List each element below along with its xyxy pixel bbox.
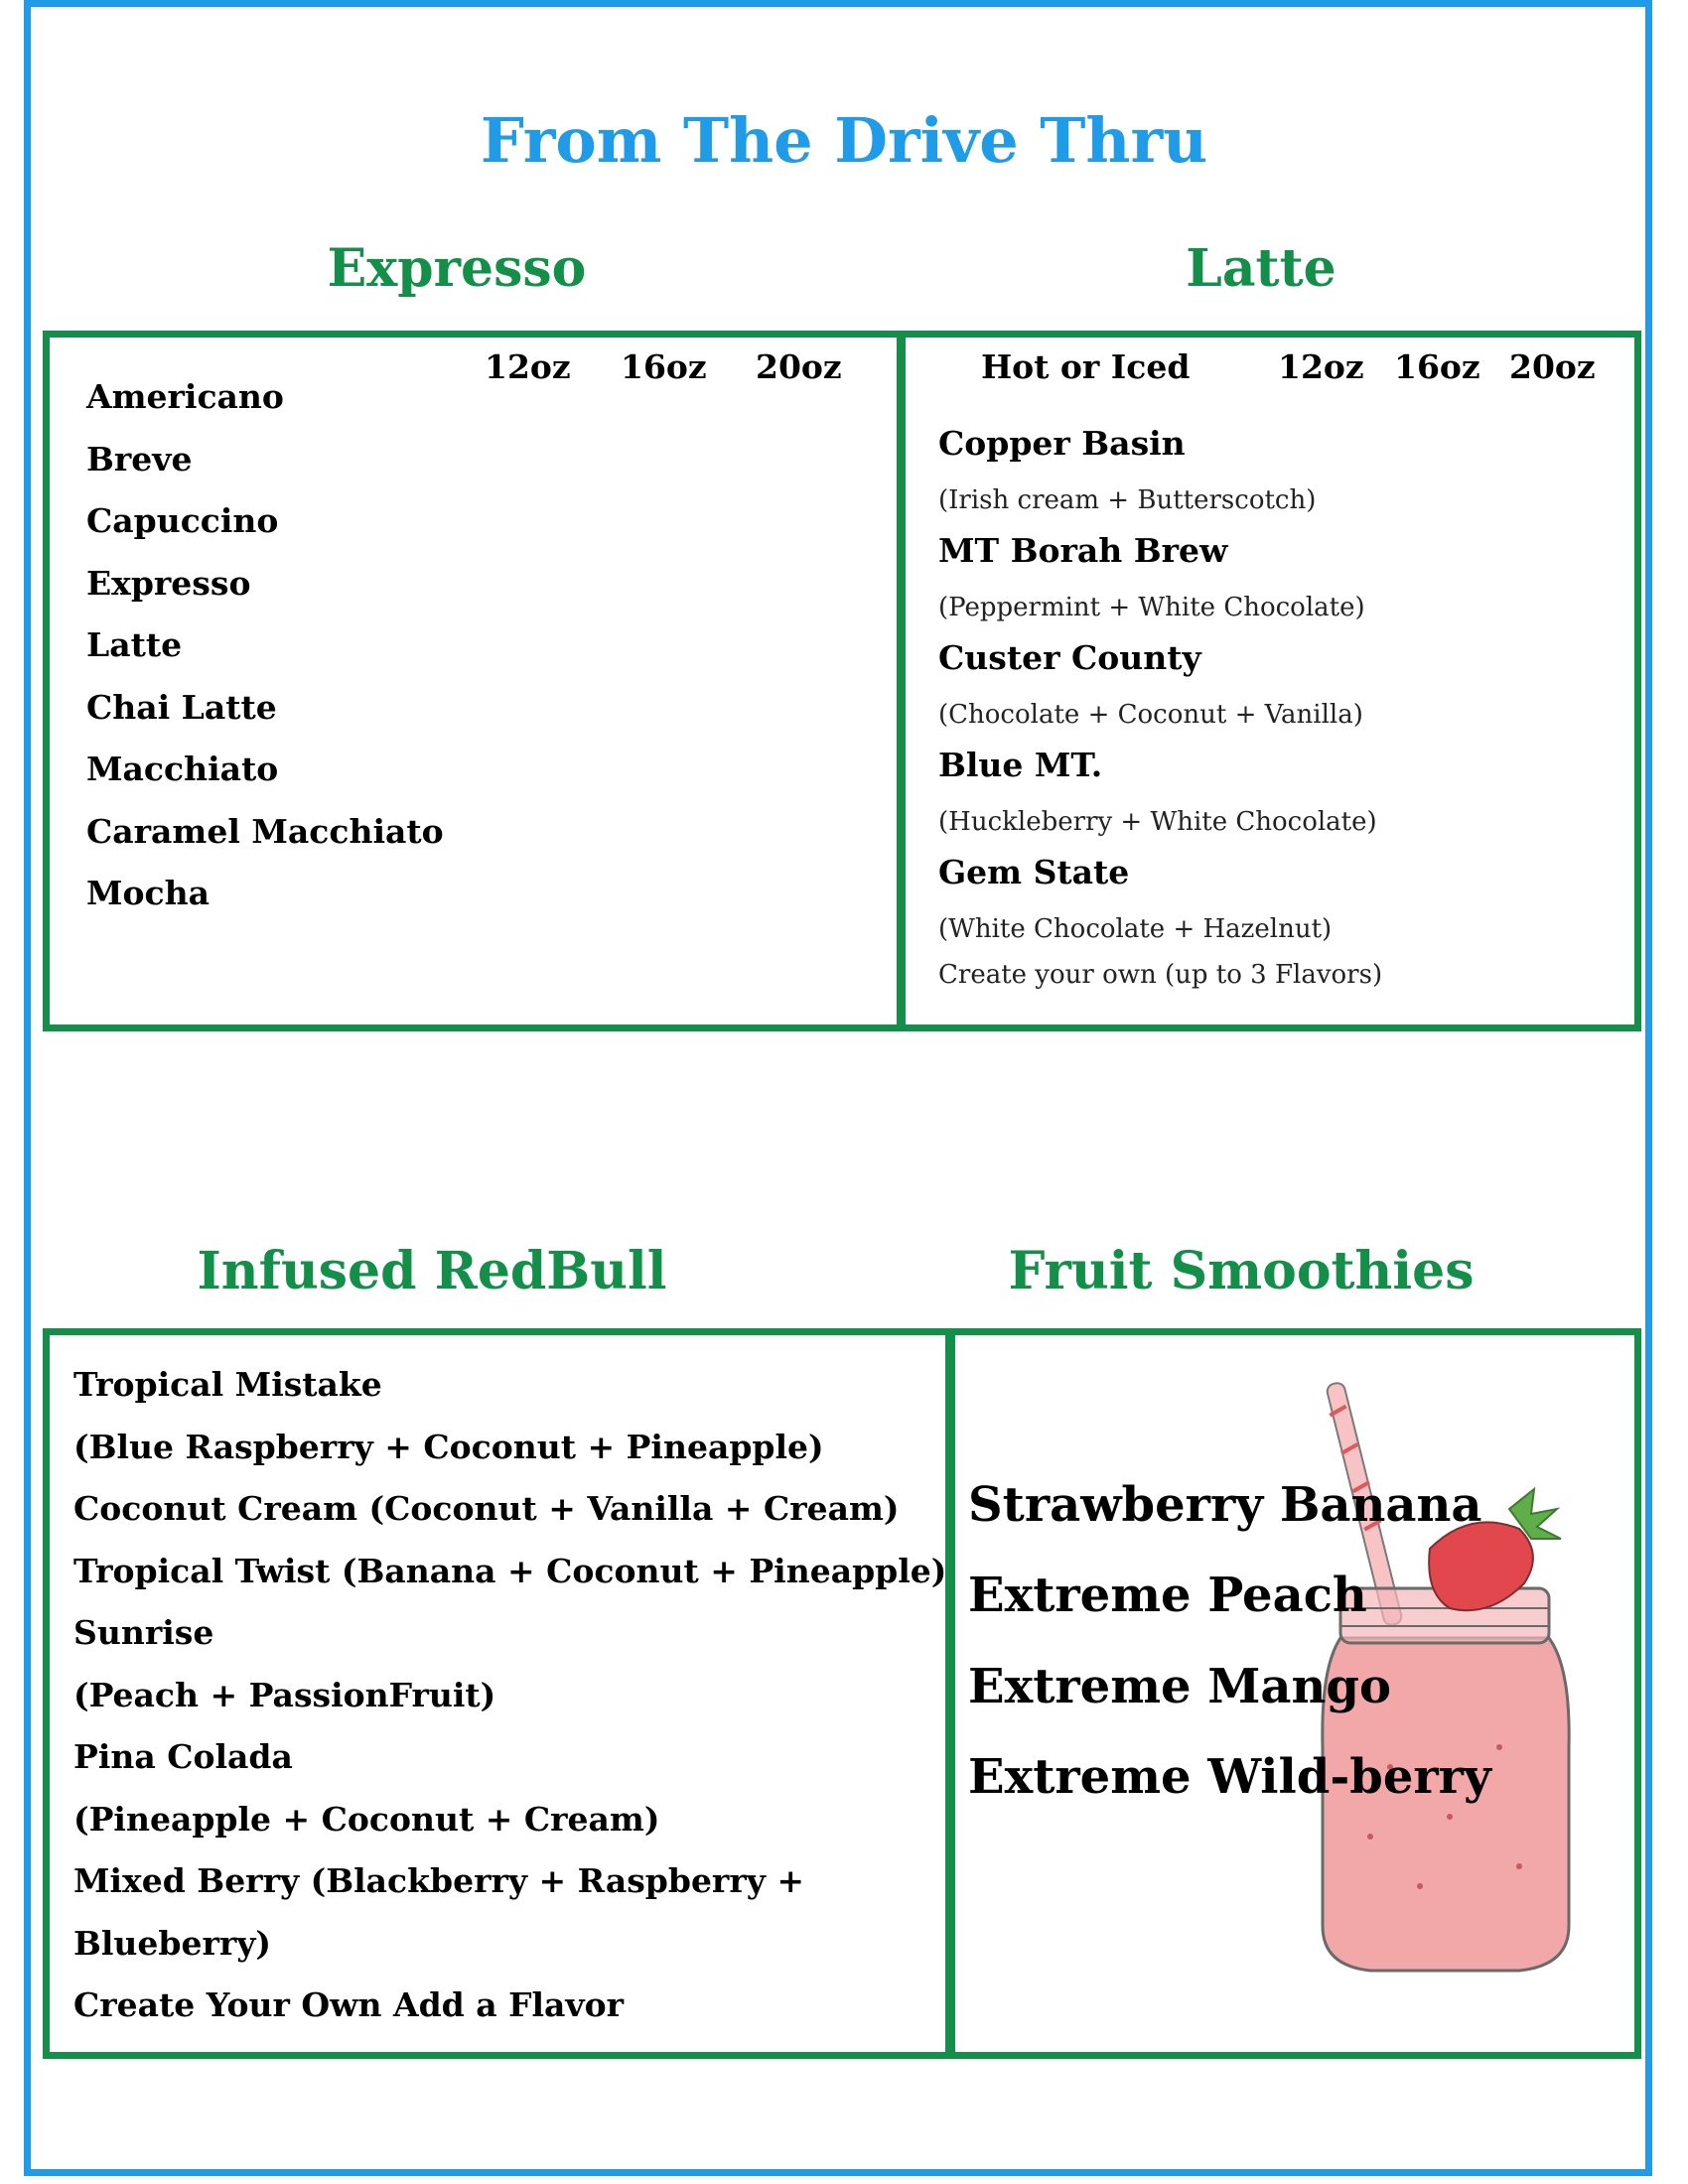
latte-item-name: Gem State [938, 853, 1130, 891]
espresso-item: Expresso [86, 564, 251, 603]
espresso-menu-box [43, 331, 904, 1031]
latte-item-name: Blue MT. [938, 746, 1103, 784]
redbull-line: (Blue Raspberry + Coconut + Pineapple) [73, 1428, 824, 1466]
smoothie-item: Extreme Wild-berry [968, 1749, 1491, 1805]
espresso-size-12oz: 12oz [485, 347, 571, 386]
espresso-item: Chai Latte [86, 688, 277, 727]
smoothies-heading: Fruit Smoothies [1008, 1241, 1475, 1301]
latte-item-flavors: (White Chocolate + Hazelnut) [938, 914, 1333, 944]
redbull-line: Mixed Berry (Blackberry + Raspberry + [73, 1861, 805, 1900]
espresso-item: Mocha [86, 874, 211, 912]
redbull-line: (Pineapple + Coconut + Cream) [73, 1800, 660, 1839]
latte-item-name: Copper Basin [938, 424, 1186, 463]
redbull-heading: Infused RedBull [197, 1241, 667, 1301]
espresso-item: Americano [86, 377, 284, 416]
espresso-size-20oz: 20oz [756, 347, 842, 386]
latte-item-name: MT Borah Brew [938, 531, 1228, 570]
latte-item-flavors: (Irish cream + Butterscotch) [938, 485, 1317, 515]
latte-size-20oz: 20oz [1509, 347, 1596, 386]
espresso-item: Capuccino [86, 501, 279, 540]
latte-item-flavors: (Huckleberry + White Chocolate) [938, 807, 1377, 837]
page-title: From The Drive Thru [480, 104, 1208, 177]
latte-heading: Latte [1186, 238, 1336, 299]
smoothie-item: Strawberry Banana [968, 1477, 1482, 1533]
espresso-heading: Expresso [327, 238, 587, 299]
redbull-line: (Peach + PassionFruit) [73, 1676, 496, 1714]
espresso-size-16oz: 16oz [621, 347, 707, 386]
espresso-item: Caramel Macchiato [86, 812, 444, 851]
smoothie-item: Extreme Mango [968, 1659, 1391, 1714]
smoothie-item: Extreme Peach [968, 1568, 1367, 1623]
latte-create-own: Create your own (up to 3 Flavors) [938, 960, 1383, 990]
latte-hot-or-iced: Hot or Iced [981, 347, 1191, 386]
latte-item-flavors: (Peppermint + White Chocolate) [938, 593, 1365, 622]
redbull-line: Blueberry) [73, 1924, 272, 1963]
redbull-line: Tropical Mistake [73, 1365, 382, 1404]
espresso-item: Latte [86, 625, 183, 664]
espresso-item: Macchiato [86, 750, 279, 788]
redbull-line: Pina Colada [73, 1737, 293, 1776]
latte-item-name: Custer County [938, 638, 1201, 677]
redbull-line: Sunrise [73, 1613, 214, 1652]
redbull-line: Coconut Cream (Coconut + Vanilla + Cream) [73, 1489, 900, 1528]
latte-item-flavors: (Chocolate + Coconut + Vanilla) [938, 700, 1363, 730]
redbull-line: Tropical Twist (Banana + Coconut + Pineapple) [73, 1552, 947, 1590]
redbull-line: Create Your Own Add a Flavor [73, 1985, 624, 2024]
latte-size-12oz: 12oz [1278, 347, 1364, 386]
espresso-item: Breve [86, 440, 193, 478]
latte-size-16oz: 16oz [1394, 347, 1480, 386]
